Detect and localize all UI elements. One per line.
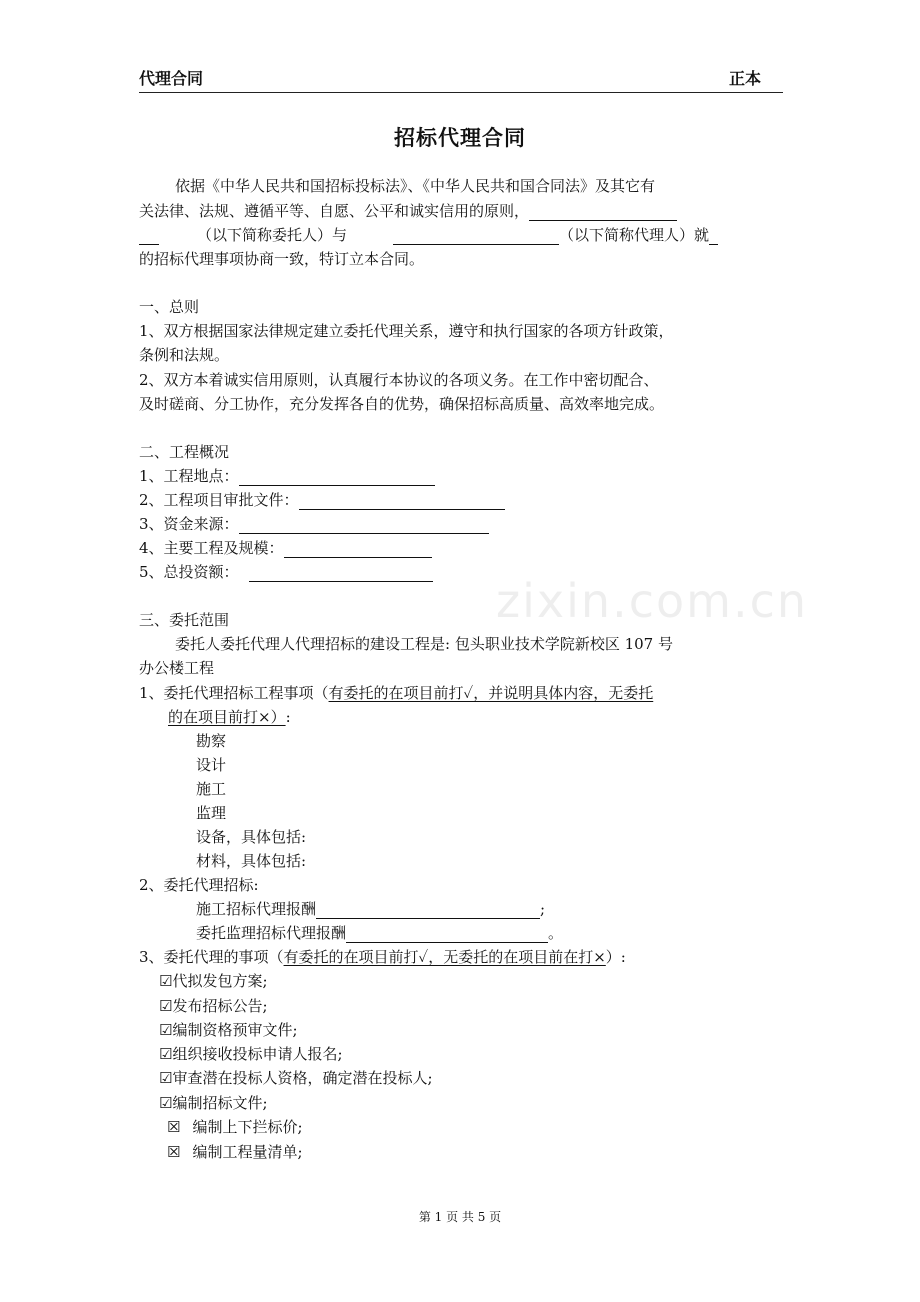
- list-item: 设备，具体包括:: [196, 828, 307, 846]
- crossed-item-label: 编制工程量清单;: [192, 1143, 303, 1161]
- s3-para-1a: 委托人委托代理人代理招标的建设工程是: 包头职业技术学院新校区 107 号: [175, 635, 673, 653]
- total-investment: [139, 562, 433, 582]
- main-works: [139, 538, 432, 558]
- s1-para-1a: 1、双方根据国家法律规定建立委托代理关系，遵守和执行国家的各项方针政策，: [139, 322, 674, 340]
- checked-item-label: 审查潜在投标人资格，确定潜在投标人;: [172, 1069, 433, 1087]
- s3-item-1-suffix: :: [285, 708, 291, 726]
- principal-blank-cont[interactable]: [139, 228, 159, 245]
- intro-principal-label: （以下简称委托人）与: [197, 226, 348, 244]
- matter-blank[interactable]: [709, 228, 718, 245]
- intro-line-1: 依据《中华人民共和国招标投标法》、《中华人民共和国合同法》及其它有: [175, 177, 656, 195]
- list-item: 监理: [196, 804, 227, 822]
- project-location-label: 1、工程地点：: [139, 467, 239, 485]
- s3-item-1-prefix: 1、委托代理招标工程事项（: [139, 684, 329, 702]
- intro-agent-label: （以下简称代理人）就: [559, 226, 710, 244]
- s3-item-3-note: 有委托的在项目前打✓，无委托的在项目前在打×: [283, 948, 606, 966]
- crossed-item: [167, 1117, 303, 1137]
- checkbox-checked-icon[interactable]: ☑: [159, 1045, 173, 1063]
- checkbox-crossed-icon[interactable]: ☒: [167, 1118, 181, 1136]
- checked-item: [159, 971, 268, 991]
- s3-item-1-note: 有委托的在项目前打✓，并说明具体内容，无委托: [328, 684, 654, 702]
- main-works-label: 4、主要工程及规模：: [139, 539, 284, 557]
- crossed-item-label: 编制上下拦标价;: [192, 1118, 303, 1136]
- page-footer: 第 1 页 共 5 页: [418, 1210, 502, 1224]
- section-1-heading: 一、总则: [139, 298, 200, 316]
- header-left: 代理合同: [139, 69, 204, 88]
- construction-fee: [196, 899, 545, 919]
- list-item: 材料，具体包括:: [196, 852, 307, 870]
- supervision-fee-label: 委托监理招标代理报酬: [196, 924, 347, 942]
- checked-item: [159, 996, 268, 1016]
- s1-para-2a: 2、双方本着诚实信用原则，认真履行本协议的各项义务。在工作中密切配合、: [139, 371, 659, 389]
- intro-line-4: 的招标代理事项协商一致，特订立本合同。: [139, 250, 425, 268]
- total-investment-blank[interactable]: [249, 565, 433, 582]
- page-header: [139, 66, 783, 93]
- agent-blank[interactable]: [393, 228, 559, 245]
- checkbox-checked-icon[interactable]: ☑: [159, 1021, 173, 1039]
- list-item: 施工: [196, 780, 227, 798]
- checkbox-checked-icon[interactable]: ☑: [159, 1069, 173, 1087]
- supervision-fee-blank[interactable]: [346, 926, 548, 943]
- checked-item: [159, 1044, 343, 1064]
- main-works-blank[interactable]: [284, 541, 432, 558]
- supervision-fee: [196, 923, 563, 943]
- section-3-heading: 三、委托范围: [139, 611, 230, 629]
- approval-docs-blank[interactable]: [299, 493, 505, 510]
- funding-source: [139, 514, 489, 534]
- checked-item-label: 编制招标文件;: [172, 1094, 268, 1112]
- s3-item-3-prefix: 3、委托代理的事项（: [139, 948, 284, 966]
- checkbox-checked-icon[interactable]: ☑: [159, 997, 173, 1015]
- s3-item-1-note-cont: 的在项目前打×）: [168, 708, 286, 726]
- s3-item-3: [139, 947, 626, 967]
- s3-item-1: [139, 683, 653, 703]
- checked-item: [159, 1020, 298, 1040]
- checked-item: [159, 1093, 268, 1113]
- project-location: [139, 466, 435, 486]
- watermark: zixin.com.cn: [496, 574, 809, 628]
- project-location-blank[interactable]: [239, 469, 435, 486]
- section-2-heading: 二、工程概况: [139, 443, 230, 461]
- funding-source-blank[interactable]: [239, 517, 489, 534]
- intro-line-2-text: 关法律、法规、遵循平等、自愿、公平和诚实信用的原则，: [139, 202, 530, 220]
- checked-item-label: 组织接收投标申请人报名;: [172, 1045, 343, 1063]
- checked-item-label: 发布招标公告;: [172, 997, 268, 1015]
- list-item: 勘察: [196, 732, 227, 750]
- construction-fee-end: ;: [540, 900, 546, 918]
- checkbox-crossed-icon[interactable]: ☒: [167, 1143, 181, 1161]
- s1-para-2b: 及时磋商、分工协作，充分发挥各自的优势，确保招标高质量、高效率地完成。: [139, 395, 665, 413]
- construction-fee-blank[interactable]: [316, 902, 540, 919]
- funding-source-label: 3、资金来源：: [139, 515, 239, 533]
- approval-docs-label: 2、工程项目审批文件：: [139, 491, 299, 509]
- intro-line-2: [139, 201, 677, 221]
- checked-item-label: 代拟发包方案;: [172, 972, 268, 990]
- checkbox-checked-icon[interactable]: ☑: [159, 972, 173, 990]
- document-title: 招标代理合同: [394, 126, 526, 150]
- construction-fee-label: 施工招标代理报酬: [196, 900, 317, 918]
- list-item: 设计: [196, 756, 227, 774]
- crossed-item: [167, 1142, 303, 1162]
- s3-item-1-cont: [168, 707, 291, 727]
- checked-item-label: 编制资格预审文件;: [172, 1021, 298, 1039]
- s1-para-1b: 条例和法规。: [139, 346, 230, 364]
- supervision-fee-end: 。: [548, 924, 564, 942]
- checkbox-checked-icon[interactable]: ☑: [159, 1094, 173, 1112]
- s3-item-3-suffix: ）:: [605, 948, 626, 966]
- s3-item-2: 2、委托代理招标:: [139, 876, 259, 894]
- checked-item: [159, 1068, 433, 1088]
- header-right: 正本: [728, 69, 761, 88]
- total-investment-label: 5、总投资额：: [139, 563, 239, 581]
- approval-docs: [139, 490, 505, 510]
- s3-para-1b: 办公楼工程: [139, 659, 215, 677]
- principal-blank[interactable]: [529, 204, 677, 221]
- intro-line-3: [139, 225, 718, 245]
